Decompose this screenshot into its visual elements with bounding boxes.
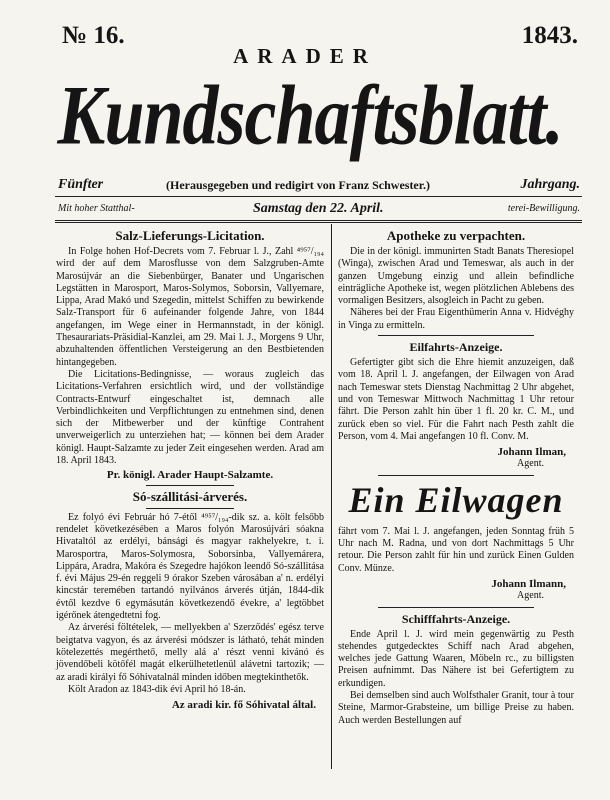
masthead-subtitle: ARADER: [233, 44, 377, 68]
section-divider: [378, 475, 534, 476]
column-divider: [331, 224, 332, 769]
volume-ordinal: Fünfter: [58, 177, 104, 192]
schiff-heading: Schifffahrts-Anzeige.: [401, 611, 511, 626]
apotheke-heading: Apotheke zu verpachten.: [386, 228, 526, 243]
so-heading: Só-szállitási-árverés.: [132, 488, 248, 504]
issue-number: № 16.: [62, 22, 125, 49]
eilwagen-role: Agent.: [517, 590, 544, 602]
schiff-paragraph-2: Bei demselben sind auch Wolfsthaler Granit, tour à tour Steine, Marmor-Grabsteine, um billige Preise zu haben. Auch werden Bestellungen auf: [338, 690, 574, 726]
section-divider: [378, 335, 534, 336]
editor-line: (Herausgegeben und redigirt von Franz Schwester.): [166, 178, 430, 192]
so-paragraph-3: Költ Aradon az 1843-dik évi April hó 18-án.: [68, 683, 246, 695]
date-row: [58, 201, 580, 218]
permit-right: terei-Bewilligung.: [507, 203, 580, 214]
eilfahrts-heading: Eilfahrts-Anzeige.: [409, 340, 503, 355]
salz-paragraph-1: In Folge hohen Hof-Decrets vom 7. Februar l. J., Zahl ⁴⁹⁵⁷/₁₉₄ wird der auf dem Marosflusse von dem Salzgruben-Amte Marosújvár an die Siebenbürger, Banater und Ungarischen Legstätten in Marosport, Maros-Solymos, Soborsin, Vallyemare, Lippa, Arad Makó und Szegedin, mittelst Schiffen zu bewirkende Salz-Transport für 6 aufeinander folgende Jahre, von 1844 angefangen, im Wege einer in Hermannstadt, in der königl. Thesaurariats-Präsidial-Kanzlei, am 29. Mai l. J., Morgens 9 Uhr, abzuhaltenden öffentlichen Versteigerung an den Bestbietenden hintangegeben.: [56, 246, 324, 368]
salz-heading: Salz-Lieferungs-Licitation.: [115, 228, 265, 243]
volume-label: Jahrgang.: [520, 177, 580, 192]
right-column: [338, 226, 574, 727]
apotheke-paragraph-2: Näheres bei der Frau Eigenthümerin Anna v. Hidvéghy in Vinga zu ermitteln.: [338, 307, 574, 331]
section-divider: [146, 508, 234, 509]
so-paragraph-1: Ez folyó évi Február hó 7-étől ⁴⁹⁵⁷/₁₉₄-dik sz. a. költ felsőbb rendelet következésében a Maros folyón Marosújvári sóakna Hivataltól az erdélyi, bánsági és magyar rakhelyekre, t. i. Marosportra, Maros-Solymosra, Soborsinba, Vallyemárera, Lippára, Aradra, Makóra és Szegedre hajókon leendő Só-szállitása f. évi Május 29-én reggeli 9 órakor Szeben városában a' n. erdélyi kincstár teremében tartandó nyilvános árverés útján, 1844-dik évtől kezdve 6 egymásután következendő évekre, a' legtöbbet igérőnek átengedtetni fog.: [56, 511, 324, 622]
schiff-paragraph-1: Ende April l. J. wird mein gegenwärtig zu Pesth stehendes gutgedecktes Schiff nach Arad abgehen, welches jede Gattung Waaren, Möbeln rc., zu billigsten Preisen aufnimmt. Das Nähere ist bei Gefertigtem zu erkundigen.: [338, 628, 574, 689]
salz-paragraph-2: Die Licitations-Bedingnisse, — woraus zugleich das Licitations-Verfahren ersichtlich wird, und der vollständige Contracts-Entwurf eingeschaltet ist, demnach alle Verbindlichkeiten und Verpflichtungen zu entnehmen sind, denen sich der Mitbewerber und der künftige Contrahent unverweigerlich zu unterziehen hat; — können bei dem Arader königl. Haupt-Salzamte zu jeder Zeit eingesehen werden. Arad am 18. April 1843.: [56, 368, 324, 467]
permit-left: Mit hoher Statthal-: [58, 203, 135, 214]
eilwagen-signature: Johann Ilmann,: [491, 577, 566, 590]
masthead-rule-bottom: [55, 220, 582, 223]
so-paragraph-2: Az árverési föltételek, — mellyekben a' Szerződés' egész terve beigtatva vagyon, és az árverési módszer is látható, tehát minden kötelezettés megérthető, melly alá a' részt venni kivánó és jövendőbeli kötőfél magát elkerülhetetlenül alávetni tartozik; — az aradi királyi fő Sóhivatalnál minden időben megtekinthetők.: [56, 622, 324, 683]
eilwagen-paragraph: fährt vom 7. Mai l. J. angefangen, jeden Sonntag früh 5 Uhr nach M. Radna, und von dort Nachmittags 5 Uhr retour. Die Person zahlt für hin und zurück Einen Gulden Conv. Münze.: [338, 525, 574, 574]
eilfahrts-signature: Johann Ilman,: [497, 446, 566, 459]
eilwagen-heading: Ein Eilwagen: [348, 479, 564, 520]
section-divider: [146, 485, 234, 486]
issue-date: Samstag den 22. April.: [253, 201, 384, 216]
volume-row: [58, 177, 580, 195]
eilfahrts-role: Agent.: [517, 458, 544, 470]
section-divider: [378, 607, 534, 608]
masthead-title: Kundschaftsblatt.: [57, 67, 563, 163]
left-column: [56, 226, 324, 711]
apotheke-paragraph-1: Die in der königl. immunirten Stadt Banats Theresiopel (Winga), zwischen Arad und Temeswar, als auch in der ganzen Umgebung einzig und allein befindliche einträgliche Apotheke ist, wegen plötzlichen Ablebens des vormaligen Besitzers, alsogleich in Pacht zu geben.: [338, 246, 574, 307]
salz-signature: Pr. königl. Arader Haupt-Salzamte.: [106, 469, 274, 482]
masthead-rule-top: [55, 196, 582, 197]
eilfahrts-paragraph: Gefertigter gibt sich die Ehre hiemit anzuzeigen, daß vom 18. April l. J. angefangen, der Eilwagen von Arad nach Temeswar stets Dienstag Nachmittag 2 Uhr abgehet, und von Temeswar Mittwoch Nachmittag 1 Uhr retour fährt. Die Person zahlt hin über 1 fl. 20 kr. C. M., und zurück eben so viel. Für die Fahrt nach Pesth zahlt die Person, vom 4. Mai angefangen 10 fl. Conv. M.: [338, 357, 574, 442]
so-signature: Az aradi kir. fő Sóhivatal által.: [171, 699, 316, 712]
year: 1843.: [521, 22, 578, 49]
